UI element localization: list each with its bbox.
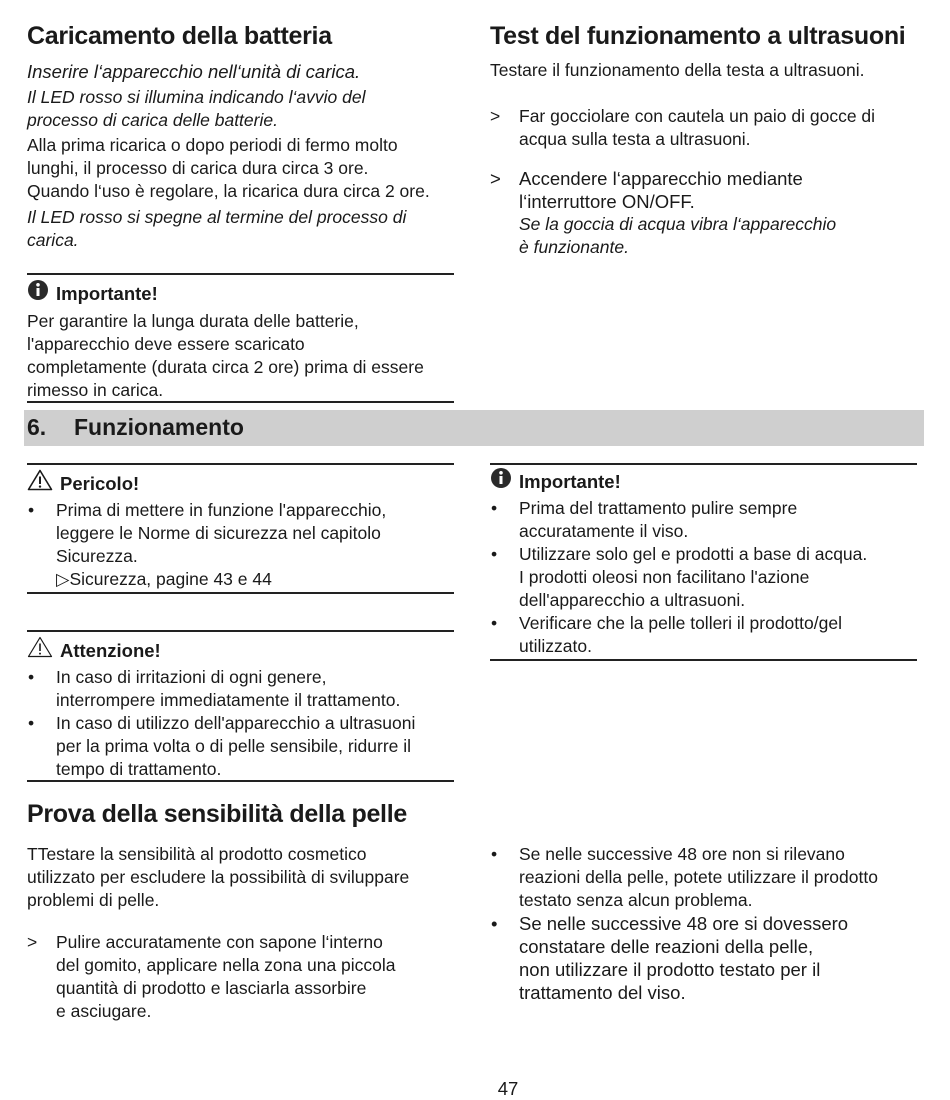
ultrasound-test-intro: Testare il funzionamento della testa a ultrasuoni.: [490, 60, 865, 80]
list-item: [27, 666, 457, 712]
text-line: testato senza alcun problema.: [519, 890, 753, 910]
bullet: •: [28, 667, 35, 687]
text-line: e asciugare.: [56, 1001, 152, 1021]
text-line: In caso di utilizzo dell'apparecchio a ultrasuoni: [56, 713, 416, 733]
divider: [27, 401, 454, 403]
divider: [490, 463, 917, 465]
text-line: quantità di prodotto e lasciarla assorbire: [56, 978, 367, 998]
text-line: Utilizzare solo gel e prodotti a base di acqua.: [519, 544, 868, 564]
divider: [27, 273, 454, 275]
bullet: •: [491, 844, 498, 864]
bullet: •: [491, 913, 498, 934]
bullet: •: [28, 500, 35, 520]
step-marker: >: [490, 106, 501, 126]
page-number: 47: [497, 1078, 519, 1099]
text-line: l'apparecchio deve essere scaricato: [27, 334, 305, 354]
text-line: utilizzato.: [519, 636, 592, 656]
text-line: Verificare che la pelle tolleri il prodotto/gel: [519, 613, 842, 633]
warning-triangle-icon: [27, 636, 53, 665]
reference-text: Sicurezza, pagine 43 e 44: [69, 569, 272, 589]
text-line: TTestare la sensibilità al prodotto cosmetico: [27, 844, 367, 864]
danger-heading: Pericolo!: [60, 472, 140, 494]
ultrasound-step-2: [490, 167, 920, 259]
battery-charging-info: [27, 134, 430, 203]
result-line: Se la goccia di acqua vibra l‘apparecchio: [519, 214, 837, 234]
info-icon: [27, 279, 49, 308]
bullet: •: [491, 613, 498, 633]
text-line: interrompere immediatamente il trattamento.: [56, 690, 401, 710]
text-line: non utilizzare il prodotto testato per il: [519, 959, 821, 980]
text-line: Prima di mettere in funzione l'apparecchio,: [56, 500, 387, 520]
text-line: del gomito, applicare nella zona una piccola: [56, 955, 396, 975]
text-line: In caso di irritazioni di ogni genere,: [56, 667, 327, 687]
divider: [27, 780, 454, 782]
text-line: per la prima volta o di pelle sensibile, ridurre il: [56, 736, 412, 756]
text-line: acqua sulla testa a ultrasuoni.: [519, 129, 751, 149]
caution-box: [27, 636, 457, 781]
text-line: carica.: [27, 230, 79, 250]
battery-instruction: Inserire l‘apparecchio nell‘unità di carica.: [27, 61, 361, 82]
text-line: trattamento del viso.: [519, 982, 686, 1003]
text-line: accuratamente il viso.: [519, 521, 689, 541]
bullet: •: [28, 713, 35, 733]
text-line: rimesso in carica.: [27, 380, 164, 400]
bullet: •: [491, 544, 498, 564]
result-line: è funzionante.: [519, 237, 629, 257]
text-line: Sicurezza.: [56, 546, 138, 566]
text-line: Se nelle successive 48 ore si dovessero: [519, 913, 849, 934]
text-line: completamente (durata circa 2 ore) prima di essere: [27, 357, 424, 377]
ultrasound-test-title: Test del funzionamento a ultrasuoni: [490, 22, 906, 50]
divider: [27, 592, 454, 594]
text-line: Far gocciolare con cautela un paio di gocce di: [519, 106, 876, 126]
text-line: tempo di trattamento.: [56, 759, 222, 779]
text-line: dell'apparecchio a ultrasuoni.: [519, 590, 746, 610]
important-heading: Importante!: [519, 470, 621, 492]
text-line: Alla prima ricarica o dopo periodi di fermo molto: [27, 135, 398, 155]
text-line: problemi di pelle.: [27, 890, 160, 910]
skin-test-intro: [27, 843, 409, 912]
list-item: [27, 712, 457, 781]
list-item: [490, 497, 920, 543]
text-line: I prodotti oleosi non facilitano l'azione: [519, 567, 810, 587]
battery-charging-title: Caricamento della batteria: [27, 22, 332, 50]
battery-led-off-note: [27, 206, 406, 252]
important-treatment-box: [490, 467, 920, 658]
text-line: Il LED rosso si spegne al termine del processo di: [27, 207, 407, 227]
battery-led-on-note: [27, 86, 366, 132]
skin-test-step: [27, 931, 457, 1023]
caution-heading: Attenzione!: [60, 639, 161, 661]
ultrasound-step-1: [490, 105, 920, 151]
skin-test-title: Prova della sensibilità della pelle: [27, 800, 407, 828]
step-marker: >: [27, 932, 38, 952]
section-heading-band: [24, 410, 924, 446]
reference-arrow-icon: ▷: [56, 569, 70, 589]
text-line: reazioni della pelle, potete utilizzare il prodotto: [519, 867, 878, 887]
section-title: Funzionamento: [74, 414, 244, 440]
text-line: Accendere l‘apparecchio mediante: [519, 168, 803, 189]
text-line: Quando l‘uso è regolare, la ricarica dura circa 2 ore.: [27, 181, 430, 201]
text-line: Prima del trattamento pulire sempre: [519, 498, 798, 518]
skin-test-results: [490, 843, 930, 1004]
text-line: constatare delle reazioni della pelle,: [519, 936, 814, 957]
text-line: utilizzato per escludere la possibilità di sviluppare: [27, 867, 410, 887]
list-item: [490, 843, 930, 912]
text-line: Pulire accuratamente con sapone l‘interno: [56, 932, 383, 952]
divider: [490, 659, 917, 661]
text-line: Se nelle successive 48 ore non si rilevano: [519, 844, 845, 864]
important-battery-box: [27, 279, 457, 402]
list-item: [490, 612, 920, 658]
text-line: processo di carica delle batterie.: [27, 110, 278, 130]
safety-reference: [56, 568, 457, 591]
list-item: [490, 912, 930, 1004]
step-marker: >: [490, 168, 501, 189]
text-line: Il LED rosso si illumina indicando l‘avvio del: [27, 87, 366, 107]
important-heading: Importante!: [56, 282, 158, 304]
text-line: leggere le Norme di sicurezza nel capitolo: [56, 523, 381, 543]
divider: [27, 630, 454, 632]
text-line: lunghi, il processo di carica dura circa 3 ore.: [27, 158, 369, 178]
warning-triangle-icon: [27, 469, 53, 498]
divider: [27, 463, 454, 465]
section-number: 6.: [27, 414, 47, 440]
danger-box: [27, 469, 457, 591]
list-item: [490, 543, 920, 612]
text-line: Per garantire la lunga durata delle batterie,: [27, 311, 359, 331]
bullet: •: [491, 498, 498, 518]
info-icon: [490, 467, 512, 496]
text-line: l‘interruttore ON/OFF.: [519, 191, 695, 212]
